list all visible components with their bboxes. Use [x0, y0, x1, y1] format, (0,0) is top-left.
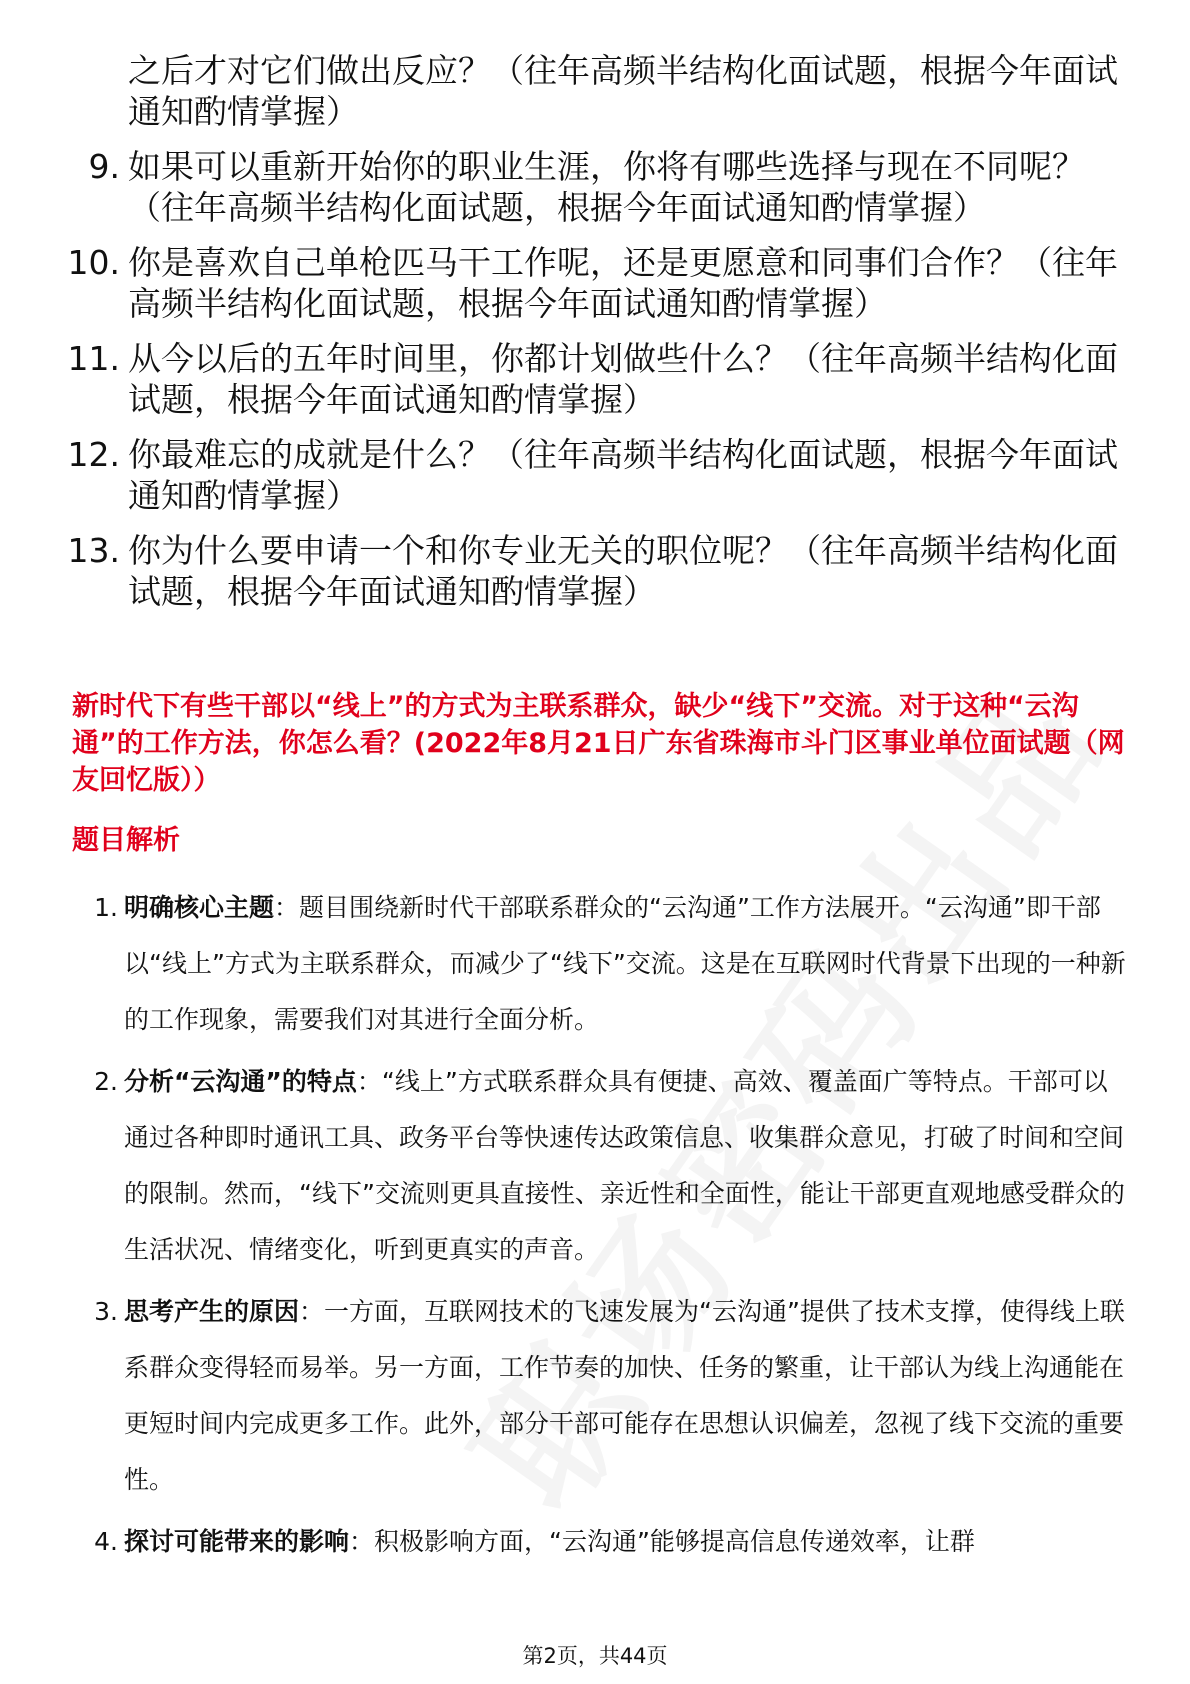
list-item: [58, 50, 1128, 132]
list-item: [72, 880, 1132, 1048]
item-number: 13.: [67, 531, 120, 570]
question-list: [58, 50, 1128, 626]
list-item: [58, 146, 1128, 228]
list-item: [58, 338, 1128, 420]
item-title: 分析“云沟通”的特点: [124, 1067, 357, 1096]
item-number: 9.: [88, 147, 120, 186]
question-heading: 新时代下有些干部以“线上”的方式为主联系群众，缺少“线下”交流。对于这种“云沟通”的工作方法，你怎么看？(2022年8月21日广东省珠海市斗门区事业单位面试题（网友回忆版））: [72, 691, 1125, 796]
item-text: ：一方面，互联网技术的飞速发展为“云沟通”提供了技术支撑，使得线上联系群众变得轻而易举。另一方面，工作节奏的加快、任务的繁重，让干部认为线上沟通能在更短时间内完成更多工作。此外，部分干部可能存在思想认识偏差，忽视了线下交流的重要性。: [124, 1297, 1125, 1494]
item-text: ：题目围绕新时代干部联系群众的“云沟通”工作方法展开。“云沟通”即干部以“线上”方式为主联系群众，而减少了“线下”交流。这是在互联网时代背景下出现的一种新的工作现象，需要我们对其进行全面分析。: [124, 893, 1126, 1034]
list-item: [72, 1054, 1132, 1278]
item-text: 你是喜欢自己单枪匹马干工作呢，还是更愿意和同事们合作？（往年高频半结构化面试题，根据今年面试通知酌情掌握）: [128, 243, 1118, 323]
list-item: [72, 1284, 1132, 1508]
item-text: ：积极影响方面，“云沟通”能够提高信息传递效率，让群: [349, 1527, 975, 1556]
item-text: 你为什么要申请一个和你专业无关的职位呢？（往年高频半结构化面试题，根据今年面试通知酌情掌握）: [128, 531, 1118, 611]
item-number: 4.: [94, 1527, 118, 1556]
analysis-list: [72, 880, 1132, 1576]
item-title: 探讨可能带来的影响: [124, 1527, 350, 1556]
item-number: 11.: [67, 339, 120, 378]
item-text: 你最难忘的成就是什么？（往年高频半结构化面试题，根据今年面试通知酌情掌握）: [128, 435, 1118, 515]
list-item: [58, 242, 1128, 324]
item-title: 明确核心主题: [124, 893, 275, 922]
item-text: 从今以后的五年时间里，你都计划做些什么？（往年高频半结构化面试题，根据今年面试通知酌情掌握）: [128, 339, 1118, 419]
item-text: 如果可以重新开始你的职业生涯，你将有哪些选择与现在不同呢？（往年高频半结构化面试题，根据今年面试通知酌情掌握）: [128, 147, 1085, 227]
item-title: 思考产生的原因: [124, 1297, 300, 1326]
section-title: 题目解析: [72, 825, 180, 856]
list-item: [58, 434, 1128, 516]
item-number: 2.: [94, 1067, 118, 1096]
item-text: 之后才对它们做出反应？（往年高频半结构化面试题，根据今年面试通知酌情掌握）: [128, 51, 1118, 131]
item-number: 12.: [67, 435, 120, 474]
list-item: [72, 1514, 1132, 1570]
item-number: 3.: [94, 1297, 118, 1326]
item-number: 1.: [94, 893, 118, 922]
page-footer: 第2页，共44页: [522, 1644, 668, 1668]
item-number: 10.: [67, 243, 120, 282]
item-text: ：“线上”方式联系群众具有便捷、高效、覆盖面广等特点。干部可以通过各种即时通讯工具、政务平台等快速传达政策信息、收集群众意见，打破了时间和空间的限制。然而，“线下”交流则更具直接性、亲近性和全面性，能让干部更直观地感受群众的生活状况、情绪变化，听到更真实的声音。: [124, 1067, 1125, 1264]
list-item: [58, 530, 1128, 612]
